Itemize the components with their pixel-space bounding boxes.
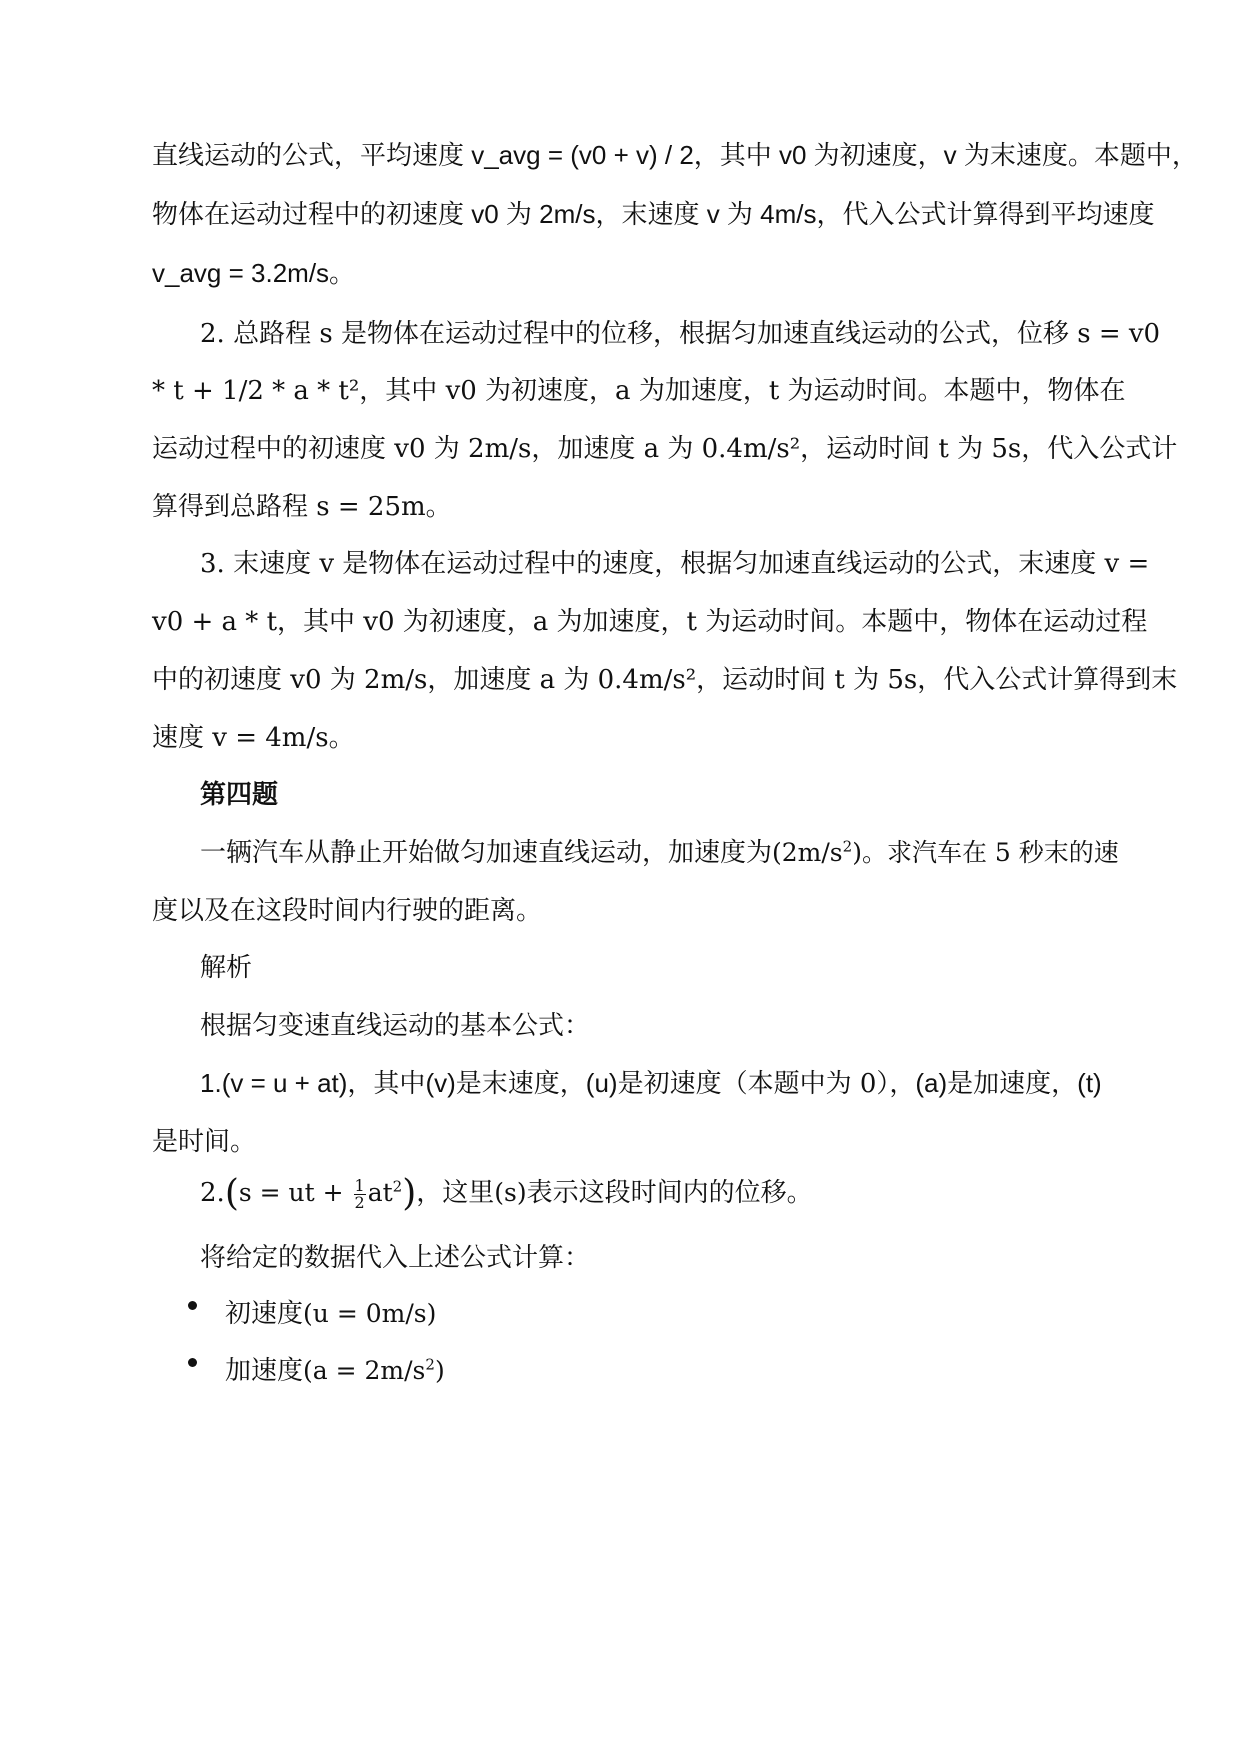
section-heading: 第四题 [200, 780, 279, 810]
paragraph-line: 将给定的数据代入上述公式计算： [200, 1243, 591, 1273]
math-expression: (u = 0m/s) [303, 1299, 437, 1328]
formula-line: 1.(v = u + at)，其中(v)是末速度，(u)是初速度（本题中为 0），(a)是加速度，(t) [200, 1068, 1102, 1099]
paragraph-line: 根据匀变速直线运动的基本公式： [200, 1011, 591, 1041]
math-expression: (v = u + at) [221, 1068, 348, 1098]
math-expression: $(2m/s^2)$。求汽车在 5 秒末的速 [772, 837, 1119, 867]
problem-line: 一辆汽车从静止开始做匀加速直线运动，加速度为$(2m/s^2)$。求汽车在 5 秒末的速 [200, 837, 1119, 868]
paragraph-line: 直线运动的公式，平均速度 v_avg = (v0 + v) / 2，其中 v0 为初速度，v 为末速度。本题中， [152, 140, 1198, 170]
paragraph-line: 算得到总路程 s = 25m。 [152, 492, 452, 522]
paragraph-line: 2. 总路程 s 是物体在运动过程中的位移，根据匀加速直线运动的公式，位移 s = v0 [200, 319, 1161, 349]
problem-line: 度以及在这段时间内行驶的距离。 [152, 896, 543, 926]
list-item: 初速度(u = 0m/s) [225, 1299, 437, 1329]
paragraph-line: 中的初速度 v0 为 2m/s，加速度 a 为 0.4m/s²，运动时间 t 为 5s，代入公式计算得到末 [152, 665, 1178, 695]
paragraph-line: 速度 v = 4m/s。 [152, 723, 355, 753]
paragraph-line: v_avg = 3.2m/s。 [152, 258, 356, 288]
bullet-icon [188, 1358, 197, 1367]
paragraph-line: 运动过程中的初速度 v0 为 2m/s，加速度 a 为 0.4m/s²，运动时间 t 为 5s，代入公式计 [152, 434, 1178, 464]
formula-line: 2.(s = ut + $\frac{1}{2}$ $at^2$)，这里(s)表示这段时间内的位移。 [200, 1173, 813, 1214]
math-expression: $(a = 2m/s^2)$ [303, 1355, 445, 1385]
list-item: 加速度$(a = 2m/s^2)$ [225, 1355, 445, 1386]
paragraph-line: * t + 1/2 * a * t²，其中 v0 为初速度，a 为加速度，t 为运动时间。本题中，物体在 [152, 376, 1126, 406]
fraction: $\frac{1}{2}$ [354, 1176, 365, 1212]
paragraph-line: 物体在运动过程中的初速度 v0 为 2m/s，末速度 v 为 4m/s，代入公式计算得到平均速度 [152, 199, 1155, 229]
bullet-icon [188, 1301, 197, 1310]
math-expression: s = ut + $\frac{1}{2}$ $at^2$ [238, 1176, 403, 1212]
paragraph-line: v0 + a * t，其中 v0 为初速度，a 为加速度，t 为运动时间。本题中，物体在运动过程 [152, 607, 1148, 637]
paragraph-line: 是时间。 [152, 1127, 257, 1157]
paragraph-line: 3. 末速度 v 是物体在运动过程中的速度，根据匀加速直线运动的公式，末速度 v = [200, 549, 1150, 579]
analysis-label: 解析 [200, 953, 253, 983]
